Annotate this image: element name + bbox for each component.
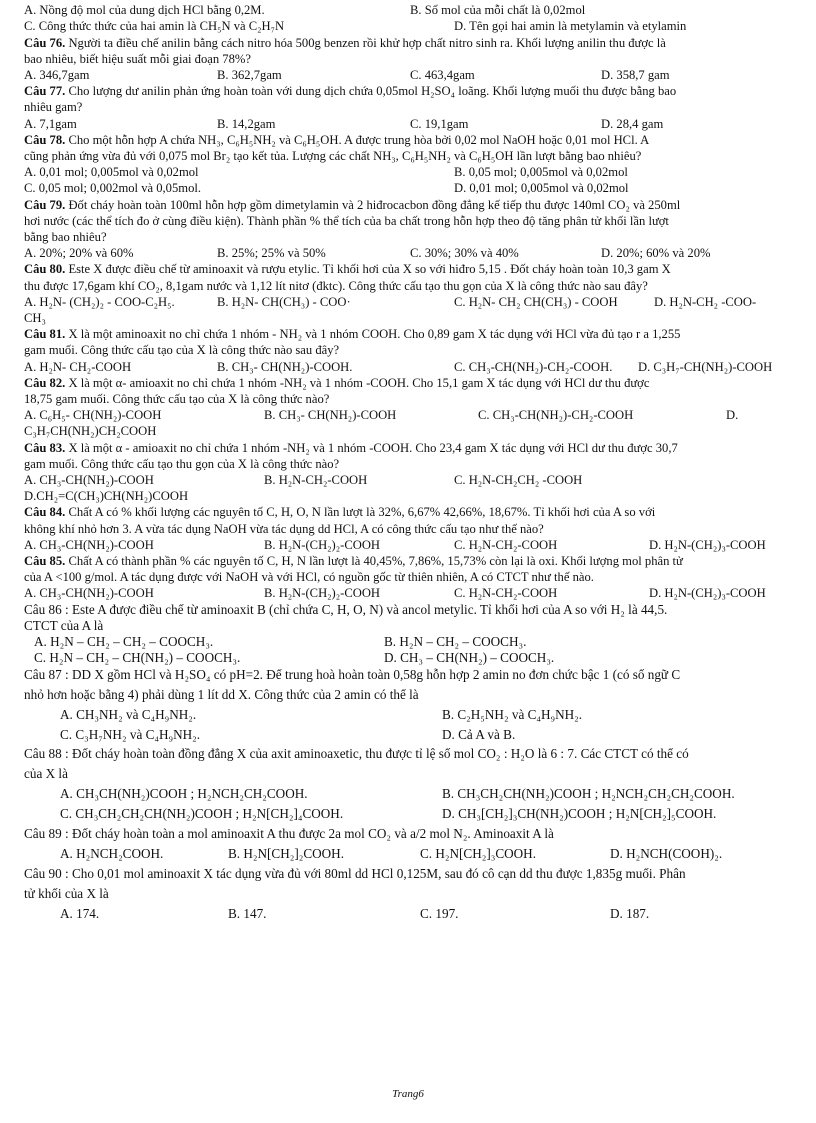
text-segment: D. 28,4 gam xyxy=(601,117,664,131)
text-line xyxy=(24,51,800,67)
text-segment: Câu 89 : Đốt cháy hoàn toàn a mol aminoaxit A thu được 2a mol CO₂ và a/2 mol N₂. Aminoaxit A là xyxy=(24,826,554,841)
text-segment: A. 0,01 mol; 0,005mol và 0,02mol xyxy=(24,165,199,179)
text-segment: C. C₃H₇NH₂ và C₄H₉NH₂. xyxy=(60,727,201,742)
text-line xyxy=(24,537,800,553)
text-segment: B. H₂N-(CH₂)₂-COOH xyxy=(264,538,381,552)
text-line xyxy=(24,806,800,822)
question-number: Câu 83. xyxy=(24,441,66,455)
text-line xyxy=(24,826,800,842)
text-line xyxy=(24,440,800,456)
text-segment: C. 0,05 mol; 0,002mol và 0,05mol. xyxy=(24,181,202,195)
text-segment: gam muối. Công thức cấu tạo của X là công thức nào sau đây? xyxy=(24,343,340,357)
question-text: Câu 79. Đốt cháy hoàn toàn 100ml hỗn hợp gồm dimetylamin và 2 hiđrocacbon đồng đẳng kế tiếp thu được 140ml CO₂ và 250ml xyxy=(24,198,681,212)
text-segment: CTCT của A là xyxy=(24,618,104,633)
question-text: Câu 80. Este X được điều chế từ aminoaxit và rượu etylic. Tỉ khối hơi của X so với hiđro 5,15 . Đốt cháy hoàn toàn 10,3 gam X xyxy=(24,262,671,276)
text-segment: A. CH₃NH₂ và C₄H₉NH₂. xyxy=(60,707,197,722)
text-segment: cũng phản ứng vừa đủ với 0,075 mol Br₂ tạo kết tủa. Lượng các chất NH₃, C₆H₅NH₂ và C₆H₅OH lần lượt bằng bao nhiêu? xyxy=(24,149,642,163)
text-segment: B. H₂N- CH(CH₃) - COO· xyxy=(217,295,351,309)
text-segment: C. 197. xyxy=(420,906,459,921)
text-line xyxy=(24,786,800,802)
text-line xyxy=(24,687,800,703)
text-segment: nhỏ hơn hoặc bằng 4) phải dùng 1 lít dd X. Công thức của 2 amin có thể là xyxy=(24,687,419,702)
text-segment: A. CH₃-CH(NH₂)-COOH xyxy=(24,538,154,552)
text-segment: B. H₂N – CH₂ – COOCH₃. xyxy=(384,634,527,649)
text-segment: C₃H₇CH(NH₂)CH₂COOH xyxy=(24,424,157,438)
text-segment: A. 7,1gam xyxy=(24,117,77,131)
text-segment: B. CH₃CH₂CH(NH₂)COOH ; H₂NCH₂CH₂CH₂COOH. xyxy=(442,786,735,801)
text-segment: thu được 17,6gam khí CO₂, 8,1gam nước và 1,12 lít nitơ (đktc). Công thức cấu tạo thu gọn của X là công thức nào sau đây? xyxy=(24,279,648,293)
text-segment: D. 358,7 gam xyxy=(601,68,670,82)
text-segment: hơi nước (các thể tích đo ở cùng điều kiện). Thành phần % thể tích của ba chất trong hỗn hợp theo độ tăng phân tử khối lần lượt xyxy=(24,214,669,228)
text-segment: C. H₂N[CH₂]₃COOH. xyxy=(420,846,536,861)
text-line xyxy=(24,423,800,439)
text-line xyxy=(24,667,800,683)
text-segment: A. C₆H₅- CH(NH₂)-COOH xyxy=(24,408,162,422)
text-line xyxy=(24,278,800,294)
text-line xyxy=(24,569,800,585)
text-line xyxy=(24,504,800,520)
question-text: Câu 76. Người ta điều chế anilin bằng cách nitro hóa 500g benzen rồi khử hợp chất nitro sinh ra. Khối lượng anilin thu được là xyxy=(24,36,666,50)
text-segment: gam muối. Công thức cấu tạo thu gọn của X là công thức nào? xyxy=(24,457,340,471)
text-line xyxy=(24,707,800,723)
text-segment: Câu 90 : Cho 0,01 mol aminoaxit X tác dụng vừa đủ với 80ml dd HCl 0,125M, sau đó cô cạn dd thu được 1,835g muối. Phân xyxy=(24,866,686,881)
text-segment: CH₃ xyxy=(24,311,46,325)
text-line xyxy=(24,310,800,326)
text-segment: B. 147. xyxy=(228,906,267,921)
text-segment: A. H₂N- CH₂-COOH xyxy=(24,360,132,374)
text-line xyxy=(24,359,800,375)
question-text: Câu 83. X là một α - amioaxit no chỉ chứa 1 nhóm -NH₂ và 1 nhóm -COOH. Cho 23,4 gam X tác dụng với HCl dư thu được 30,7 xyxy=(24,441,678,455)
text-line xyxy=(24,634,800,650)
text-segment: D. C₃H₇-CH(NH₂)-COOH xyxy=(638,360,773,374)
text-segment: B. H₂N-(CH₂)₂-COOH xyxy=(264,586,381,600)
text-line xyxy=(24,886,800,902)
text-line xyxy=(24,245,800,261)
text-segment: Câu 88 : Đốt cháy hoàn toàn đồng đẳng X của axit aminoaxetic, thu được tỉ lệ số mol CO₂ : H₂O là 6 : 7. Các CTCT có thể có xyxy=(24,746,689,761)
text-segment: D. Tên gọi hai amin là metylamin và etylamin xyxy=(454,19,687,33)
text-segment: B. C₂H₅NH₂ và C₄H₉NH₂. xyxy=(442,707,583,722)
text-line xyxy=(24,294,800,310)
text-segment: B. H₂N-CH₂-COOH xyxy=(264,473,368,487)
text-line xyxy=(24,727,800,743)
text-line xyxy=(24,553,800,569)
text-line xyxy=(24,906,800,922)
question-text: Câu 85. Chất A có thành phần % các nguyên tố C, H, N lần lượt là 40,45%, 7,86%, 15,73% còn lại là oxi. Khối lượng mol phân tử xyxy=(24,554,683,568)
text-line xyxy=(24,585,800,601)
text-segment: A. 20%; 20% và 60% xyxy=(24,246,134,260)
text-segment: C. CH₃CH₂CH₂CH(NH₂)COOH ; H₂N[CH₂]₄COOH. xyxy=(60,806,344,821)
text-line xyxy=(24,326,800,342)
text-segment: B. 0,05 mol; 0,005mol và 0,02mol xyxy=(454,165,628,179)
text-line xyxy=(24,342,800,358)
text-segment: C. H₂N-CH₂-COOH xyxy=(454,586,558,600)
text-segment: D. Cả A và B. xyxy=(442,727,516,742)
text-segment: B. CH₃- CH(NH₂)-COOH xyxy=(264,408,397,422)
text-segment: D. CH₃ – CH(NH₂) – COOCH₃. xyxy=(384,650,555,665)
text-line xyxy=(24,746,800,762)
text-segment: B. 25%; 25% và 50% xyxy=(217,246,326,260)
text-line xyxy=(24,99,800,115)
question-number: Câu 77. xyxy=(24,84,66,98)
text-line xyxy=(24,35,800,51)
text-segment: D.CH₂=C(CH₃)CH(NH₂)COOH xyxy=(24,489,189,503)
text-line xyxy=(24,261,800,277)
question-number: Câu 78. xyxy=(24,133,66,147)
text-segment: B. Số mol của mỗi chất là 0,02mol xyxy=(410,3,586,17)
text-segment: của X là xyxy=(24,766,68,781)
text-segment: tử khối của X là xyxy=(24,886,109,901)
text-line xyxy=(24,164,800,180)
text-segment: A. H₂N – CH₂ – CH₂ – COOCH₃. xyxy=(34,634,214,649)
text-line xyxy=(24,488,800,504)
text-line xyxy=(24,132,800,148)
text-line xyxy=(24,602,800,618)
text-segment: của A <100 g/mol. A tác dụng được với NaOH và với HCl, có nguồn gốc từ thiên nhiên, A có CTCT như thế nào. xyxy=(24,570,594,584)
text-segment: D. CH₃[CH₂]₃CH(NH₂)COOH ; H₂N[CH₂]₅COOH. xyxy=(442,806,717,821)
question-number: Câu 76. xyxy=(24,36,66,50)
question-number: Câu 81. xyxy=(24,327,66,341)
text-segment: C. H₂N- CH₂ CH(CH₃) - COOH xyxy=(454,295,618,309)
question-text: Câu 82. X là một α- amioaxit no chỉ chứa 1 nhóm -NH₂ và 1 nhóm -COOH. Cho 15,1 gam X tác dụng với HCl dư thu được xyxy=(24,376,650,390)
text-segment: C. H₂N – CH₂ – CH(NH₂) – COOCH₃. xyxy=(34,650,241,665)
text-segment: C. H₂N-CH₂-COOH xyxy=(454,538,558,552)
question-number: Câu 82. xyxy=(24,376,66,390)
text-segment: C. 463,4gam xyxy=(410,68,475,82)
text-segment: C. CH₃-CH(NH₂)-CH₂-COOH xyxy=(478,408,634,422)
text-segment: B. CH₃- CH(NH₂)-COOH. xyxy=(217,360,353,374)
text-line xyxy=(24,846,800,862)
text-line xyxy=(24,456,800,472)
text-segment: C. Công thức thức của hai amin là CH₅N và C₂H₇N xyxy=(24,19,285,33)
text-segment: nhiêu gam? xyxy=(24,100,83,114)
question-text: Câu 77. Cho lượng dư anilin phản ứng hoàn toàn với dung dịch chứa 0,05mol H₂SO₄ loãng. Khối lượng muối thu được bằng bao xyxy=(24,84,677,98)
text-segment: D. H₂NCH(COOH)₂. xyxy=(610,846,723,861)
text-line xyxy=(24,375,800,391)
text-segment: A. 346,7gam xyxy=(24,68,90,82)
text-line xyxy=(24,472,800,488)
text-line xyxy=(24,521,800,537)
text-line xyxy=(24,618,800,634)
text-line xyxy=(24,197,800,213)
text-segment: D. 0,01 mol; 0,005mol và 0,02mol xyxy=(454,181,629,195)
text-line xyxy=(24,18,800,34)
text-segment: A. 174. xyxy=(60,906,100,921)
question-text: Câu 84. Chất A có % khối lượng các nguyên tố C, H, O, N lần lượt là 32%, 6,67% 42,66%, 18,67%. Tỉ khối hơi của A so với xyxy=(24,505,656,519)
question-text: Câu 78. Cho một hỗn hợp A chứa NH₃, C₆H₅NH₂ và C₆H₅OH. A được trung hòa bởi 0,02 mol NaOH hoặc 0,01 mol HCl. A xyxy=(24,133,650,147)
text-segment: Câu 87 : DD X gồm HCl và H₂SO₄ có pH=2. Để trung hoà hoàn toàn 0,58g hỗn hợp 2 amin no đơn chức bậc 1 (có số ngữ C xyxy=(24,667,681,682)
question-number: Câu 80. xyxy=(24,262,66,276)
text-line xyxy=(24,180,800,196)
text-line xyxy=(24,213,800,229)
text-line xyxy=(24,391,800,407)
text-segment: Câu 86 : Este A được điều chế từ aminoaxit B (chỉ chứa C, H, O, N) và ancol metylic. Tỉ khối hơi của A so với H₂ là 44,5. xyxy=(24,602,668,617)
text-line xyxy=(24,2,800,18)
text-segment: D. H₂N-(CH₂)₃-COOH xyxy=(649,538,766,552)
text-line xyxy=(24,866,800,882)
text-segment: A. CH₃CH(NH₂)COOH ; H₂NCH₂CH₂COOH. xyxy=(60,786,308,801)
text-line xyxy=(24,229,800,245)
question-number: Câu 79. xyxy=(24,198,66,212)
text-line xyxy=(24,650,800,666)
text-segment: bằng bao nhiêu? xyxy=(24,230,107,244)
text-segment: D. xyxy=(726,408,739,422)
text-segment: A. CH₃-CH(NH₂)-COOH xyxy=(24,473,154,487)
text-segment: D. 20%; 60% và 20% xyxy=(601,246,711,260)
text-segment: bao nhiêu, biết hiệu suất mỗi giai đoạn 78%? xyxy=(24,52,251,66)
text-segment: C. CH₃-CH(NH₂)-CH₂-COOH. xyxy=(454,360,613,374)
text-segment: A. Nồng độ mol của dung dịch HCl bằng 0,2M. xyxy=(24,3,265,17)
text-segment: B. 14,2gam xyxy=(217,117,276,131)
text-segment: C. H₂N-CH₂CH₂ -COOH xyxy=(454,473,583,487)
text-line xyxy=(24,766,800,782)
text-line xyxy=(24,83,800,99)
text-segment: D. H₂N-(CH₂)₃-COOH xyxy=(649,586,766,600)
text-segment: 18,75 gam muối. Công thức cấu tạo của X là công thức nào? xyxy=(24,392,330,406)
text-segment: A. CH₃-CH(NH₂)-COOH xyxy=(24,586,154,600)
text-segment: C. 19,1gam xyxy=(410,117,469,131)
text-segment: C. 30%; 30% và 40% xyxy=(410,246,519,260)
text-segment: không khí nhỏ hơn 3. A vừa tác dụng NaOH vừa tác dụng dd HCl, A có công thức cấu tạo như thế nào? xyxy=(24,522,544,536)
text-segment: D. H₂N-CH₂ -COO- xyxy=(654,295,757,309)
text-segment: A. H₂N- (CH₂)₂ - COO-C₂H₅. xyxy=(24,295,175,309)
question-number: Câu 85. xyxy=(24,554,66,568)
text-line xyxy=(24,67,800,83)
text-segment: B. 362,7gam xyxy=(217,68,282,82)
page-number: Trang6 xyxy=(392,1088,424,1100)
text-line xyxy=(24,148,800,164)
text-segment: D. 187. xyxy=(610,906,650,921)
text-line xyxy=(24,407,800,423)
question-number: Câu 84. xyxy=(24,505,66,519)
text-line xyxy=(24,116,800,132)
text-segment: B. H₂N[CH₂]₂COOH. xyxy=(228,846,344,861)
text-segment: A. H₂NCH₂COOH. xyxy=(60,846,164,861)
question-text: Câu 81. X là một aminoaxit no chỉ chứa 1 nhóm - NH₂ và 1 nhóm COOH. Cho 0,89 gam X tác dụng với HCl vừa đủ tạo r a 1,255 xyxy=(24,327,681,341)
